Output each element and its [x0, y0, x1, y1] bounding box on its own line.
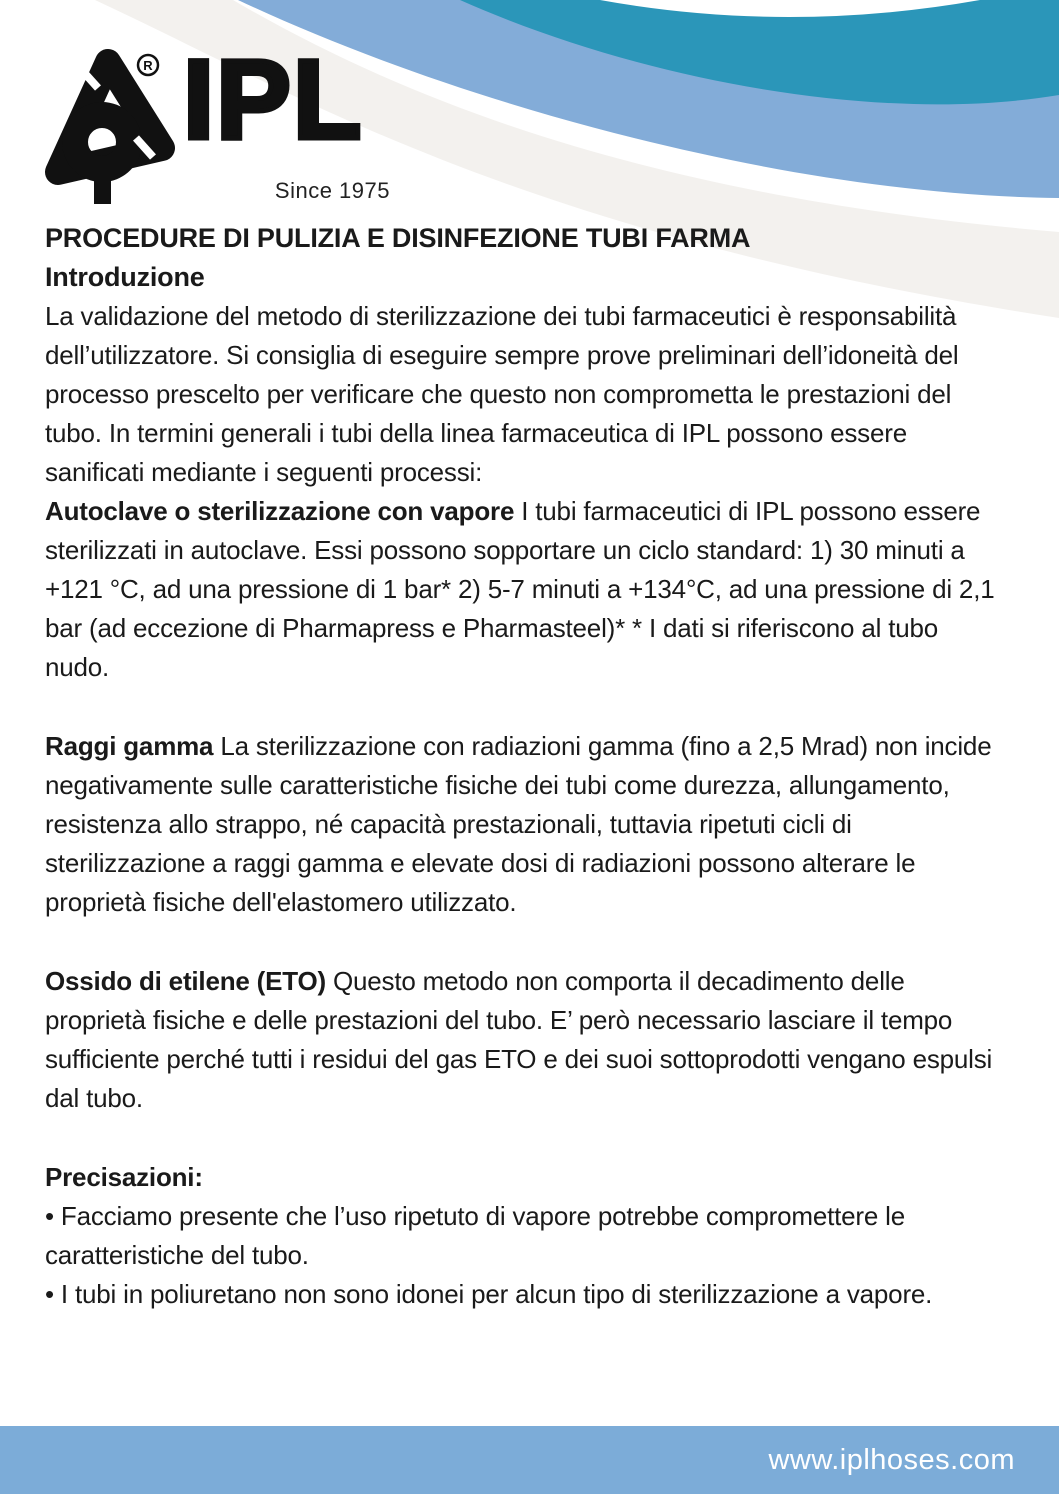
bullet-item — [45, 1275, 995, 1314]
section-paragraph — [45, 492, 995, 687]
footer-website-link[interactable]: www.iplhoses.com — [768, 1444, 1015, 1476]
section-paragraph — [45, 297, 995, 492]
section-text: • I tubi in poliuretano non sono idonei per alcun tipo di sterilizzazione a vapore. — [45, 1279, 933, 1309]
registered-trademark-icon — [138, 55, 158, 75]
section-paragraph — [45, 727, 995, 922]
document-body — [45, 219, 995, 1314]
section-paragraph — [45, 1158, 995, 1197]
intro-heading: Introduzione — [45, 262, 205, 292]
section-lead: Precisazioni: — [45, 1162, 203, 1192]
section-text: Questo metodo non comporta il decadimento delle proprietà fisiche e delle prestazioni del tubo. E’ però necessario lasciare il tempo sufficiente perché tutti i residui del gas ETO e dei suoi sottoprodotti vengano espulsi dal tubo. — [45, 966, 993, 1113]
bullet-item — [45, 1197, 995, 1275]
section-lead: Ossido di etilene (ETO) — [45, 966, 326, 996]
svg-text:R: R — [143, 58, 153, 73]
section-text: La sterilizzazione con radiazioni gamma (fino a 2,5 Mrad) non incide negativamente sulle caratteristiche fisiche dei tubi come durezza, allungamento, resistenza allo strappo, né capacità prestazionali, tuttavia ripetuti cicli di sterilizzazione a raggi gamma e elevate dosi di radiazioni possono alterare le proprietà fisiche dell'elastomero utilizzato. — [45, 731, 992, 917]
section-lead: Autoclave o sterilizzazione con vapore — [45, 496, 515, 526]
document-title: PROCEDURE DI PULIZIA E DISINFEZIONE TUBI FARMA — [45, 223, 751, 253]
section-text: I tubi farmaceutici di IPL possono essere sterilizzati in autoclave. Essi possono sopportare un ciclo standard: 1) 30 minuti a +121 °C, ad una pressione di 1 bar* 2) 5-7 minuti a +134°C, ad una pressione di 2,1 bar (ad eccezione di Pharmapress e Pharmasteel)* * I dati si riferiscono al tubo nudo. — [45, 496, 995, 682]
section-lead: Raggi gamma — [45, 731, 214, 761]
brand-name: IPL — [183, 37, 364, 162]
section-paragraph — [45, 962, 995, 1118]
footer-bar — [0, 1426, 1059, 1494]
brand-tagline: Since 1975 — [274, 178, 390, 203]
section-text: La validazione del metodo di sterilizzazione dei tubi farmaceutici è responsabilità dell’utilizzatore. Si consiglia di eseguire sempre prove preliminari dell’idoneità del processo prescelto per verificare che questo non comprometta le prestazioni del tubo. In termini generali i tubi della linea farmaceutica di IPL possono essere sanificati mediante i seguenti processi: — [45, 301, 959, 487]
section-text: • Facciamo presente che l’uso ripetuto di vapore potrebbe compromettere le caratteristiche del tubo. — [45, 1201, 905, 1270]
